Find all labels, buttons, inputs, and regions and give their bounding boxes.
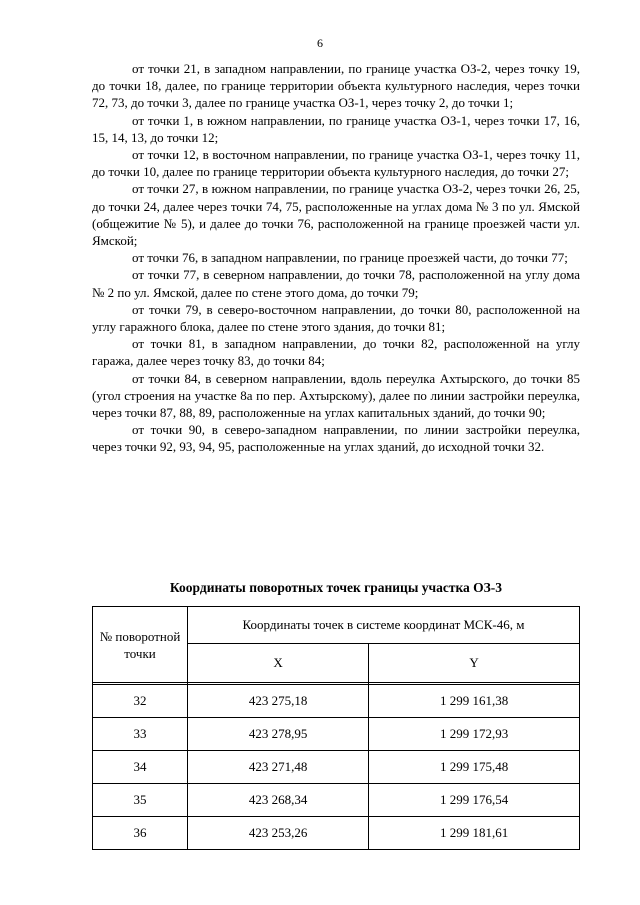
paragraph: от точки 81, в западном направлении, до точки 82, расположенной на углу гаража, далее через точку 83, до точки 84; — [92, 336, 580, 369]
table-row — [93, 685, 580, 718]
coord-y: 1 299 172,93 — [369, 718, 580, 751]
point-number: 33 — [93, 718, 188, 751]
coord-y: 1 299 176,54 — [369, 784, 580, 817]
boundary-description — [92, 60, 580, 456]
table-row — [93, 817, 580, 850]
paragraph: от точки 90, в северо-западном направлении, по линии застройки переулка, через точки 92, 93, 94, 95, расположенные на углах зданий, до исходной точки 32. — [92, 422, 580, 455]
header-point-number: № поворотной точки — [93, 607, 188, 683]
point-number: 35 — [93, 784, 188, 817]
coord-x: 423 253,26 — [188, 817, 369, 850]
coord-y: 1 299 161,38 — [369, 685, 580, 718]
paragraph: от точки 27, в южном направлении, по границе участка ОЗ-2, через точки 26, 25, до точки 24, далее через точки 74, 75, расположенные на углах дома № 3 по ул. Ямской (общежитие № 5), и далее до точки 76, расположенной на границе проезжей части ул. Ямской; — [92, 181, 580, 249]
coord-x: 423 268,34 — [188, 784, 369, 817]
page-number: 6 — [317, 36, 323, 50]
coord-y: 1 299 181,61 — [369, 817, 580, 850]
paragraph: от точки 76, в западном направлении, по границе проезжей части, до точки 77; — [132, 250, 568, 266]
coord-y: 1 299 175,48 — [369, 751, 580, 784]
coord-x: 423 271,48 — [188, 751, 369, 784]
coord-x: 423 275,18 — [188, 685, 369, 718]
paragraph: от точки 12, в восточном направлении, по границе участка ОЗ-1, через точку 11, до точки 10, далее по границе территории объекта культурного наследия, до точки 27; — [92, 147, 580, 180]
table-row — [93, 718, 580, 751]
paragraph: от точки 84, в северном направлении, вдоль переулка Ахтырского, до точки 85 (угол строения на участке 8а по пер. Ахтырскому), далее по линии застройки переулка, через точки 87, 88, 89, расположенные на углах капитальных зданий, до точки 90; — [92, 370, 580, 421]
point-number: 34 — [93, 751, 188, 784]
paragraph: от точки 1, в южном направлении, по границе участка ОЗ-1, через точки 17, 16, 15, 14, 13, до точки 12; — [92, 112, 580, 145]
header-x: X — [188, 644, 369, 683]
point-number: 32 — [93, 685, 188, 718]
table-title: Координаты поворотных точек границы участка ОЗ-3 — [169, 580, 503, 595]
table-header-row — [93, 607, 580, 644]
point-number: 36 — [93, 817, 188, 850]
header-coordinates: Координаты точек в системе координат МСК-46, м — [188, 607, 580, 644]
table-row — [93, 751, 580, 784]
paragraph: от точки 21, в западном направлении, по границе участка ОЗ-2, через точку 19, до точки 18, далее, по границе территории объекта культурного наследия, через точки 72, 73, до точки 3, далее по границе участка ОЗ-1, через точку 2, до точки 1; — [92, 61, 580, 111]
paragraph: от точки 79, в северо-восточном направлении, до точки 80, расположенной на углу гаражного блока, далее по стене этого здания, до точки 81; — [92, 301, 580, 335]
coord-x: 423 278,95 — [188, 718, 369, 751]
table-row — [93, 784, 580, 817]
paragraph: от точки 77, в северном направлении, до точки 78, расположенной на углу дома № 2 по ул. Ямской, далее по стене этого дома, до точки 79; — [92, 267, 580, 300]
header-y: Y — [369, 644, 580, 683]
coordinates-table — [92, 606, 580, 850]
